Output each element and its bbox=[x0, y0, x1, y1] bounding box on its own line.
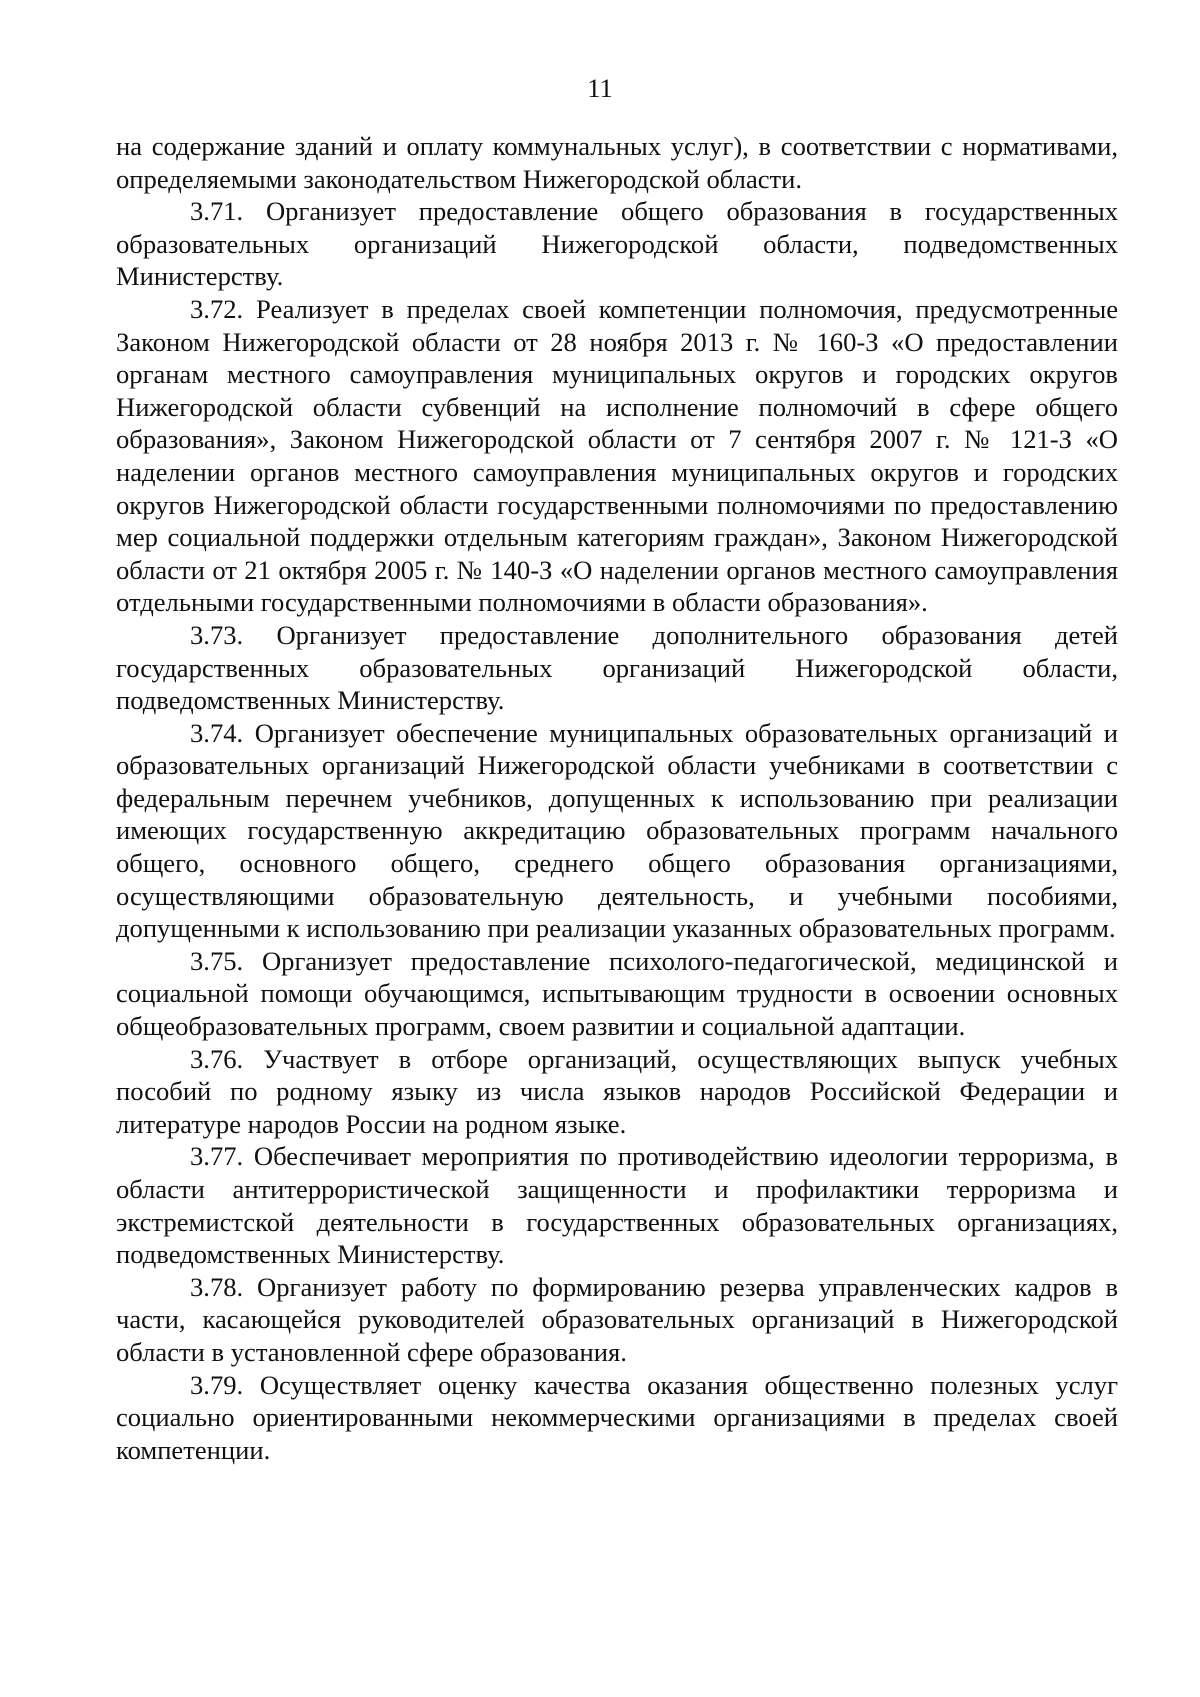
document-body bbox=[116, 130, 1118, 1466]
paragraph-3-79: 3.79. Осуществляет оценку качества оказания общественно полезных услуг социально ориентированными некоммерческими организациями в пределах своей компетенции. bbox=[116, 1369, 1118, 1465]
paragraph-3-72: 3.72. Реализует в пределах своей компетенции полномочия, предусмотренные Законом Нижегородской области от 28 ноября 2013 г. № 160-З «О предоставлении органам местного самоуправления муниципальных округов и городских округов Нижегородской области субвенций на исполнение полномочий в сфере общего образования», Законом Нижегородской области от 7 сентября 2007 г. № 121-З «О наделении органов местного самоуправления муниципальных округов и городских округов Нижегородской области государственными полномочиями по предоставлению мер социальной поддержки отдельным категориям граждан», Законом Нижегородской области от 21 октября 2005 г. № 140-З «О наделении органов местного самоуправления отдельными государственными полномочиями в области образования». bbox=[116, 293, 1118, 618]
paragraph-3-74: 3.74. Организует обеспечение муниципальных образовательных организаций и образовательных организаций Нижегородской области учебниками в соответствии с федеральным перечнем учебников, допущенных к использованию при реализации имеющих государственную аккредитацию образовательных программ начального общего, основного общего, среднего общего образования организациями, осуществляющими образовательную деятельность, и учебными пособиями, допущенными к использованию при реализации указанных образовательных программ. bbox=[116, 717, 1118, 944]
paragraph-3-76: 3.76. Участвует в отборе организаций, осуществляющих выпуск учебных пособий по родному языку из числа языков народов Российской Федерации и литературе народов России на родном языке. bbox=[116, 1043, 1118, 1139]
paragraph-3-73: 3.73. Организует предоставление дополнительного образования детей государственных образовательных организаций Нижегородской области, подведомственных Министерству. bbox=[116, 619, 1118, 716]
paragraph-3-77: 3.77. Обеспечивает мероприятия по противодействию идеологии терроризма, в области антитеррористической защищенности и профилактики терроризма и экстремистской деятельности в государственных образовательных организациях, подведомственных Министерству. bbox=[116, 1141, 1118, 1270]
paragraph-3-78: 3.78. Организует работу по формированию резерва управленческих кадров в части, касающейся руководителей образовательных организаций в Нижегородской области в установленной сфере образования. bbox=[116, 1271, 1118, 1367]
paragraph-continuation: на содержание зданий и оплату коммунальных услуг), в соответствии с нормативами, определяемыми законодательством Нижегородской области. bbox=[116, 131, 1118, 194]
paragraph-3-75: 3.75. Организует предоставление психолого-педагогической, медицинской и социальной помощи обучающимся, испытывающим трудности в освоении основных общеобразовательных программ, своем развитии и социальной адаптации. bbox=[116, 945, 1118, 1042]
page-number: 11 bbox=[587, 73, 613, 103]
paragraph-3-71: 3.71. Организует предоставление общего образования в государственных образовательных организаций Нижегородской области, подведомственных Министерству. bbox=[116, 196, 1118, 292]
